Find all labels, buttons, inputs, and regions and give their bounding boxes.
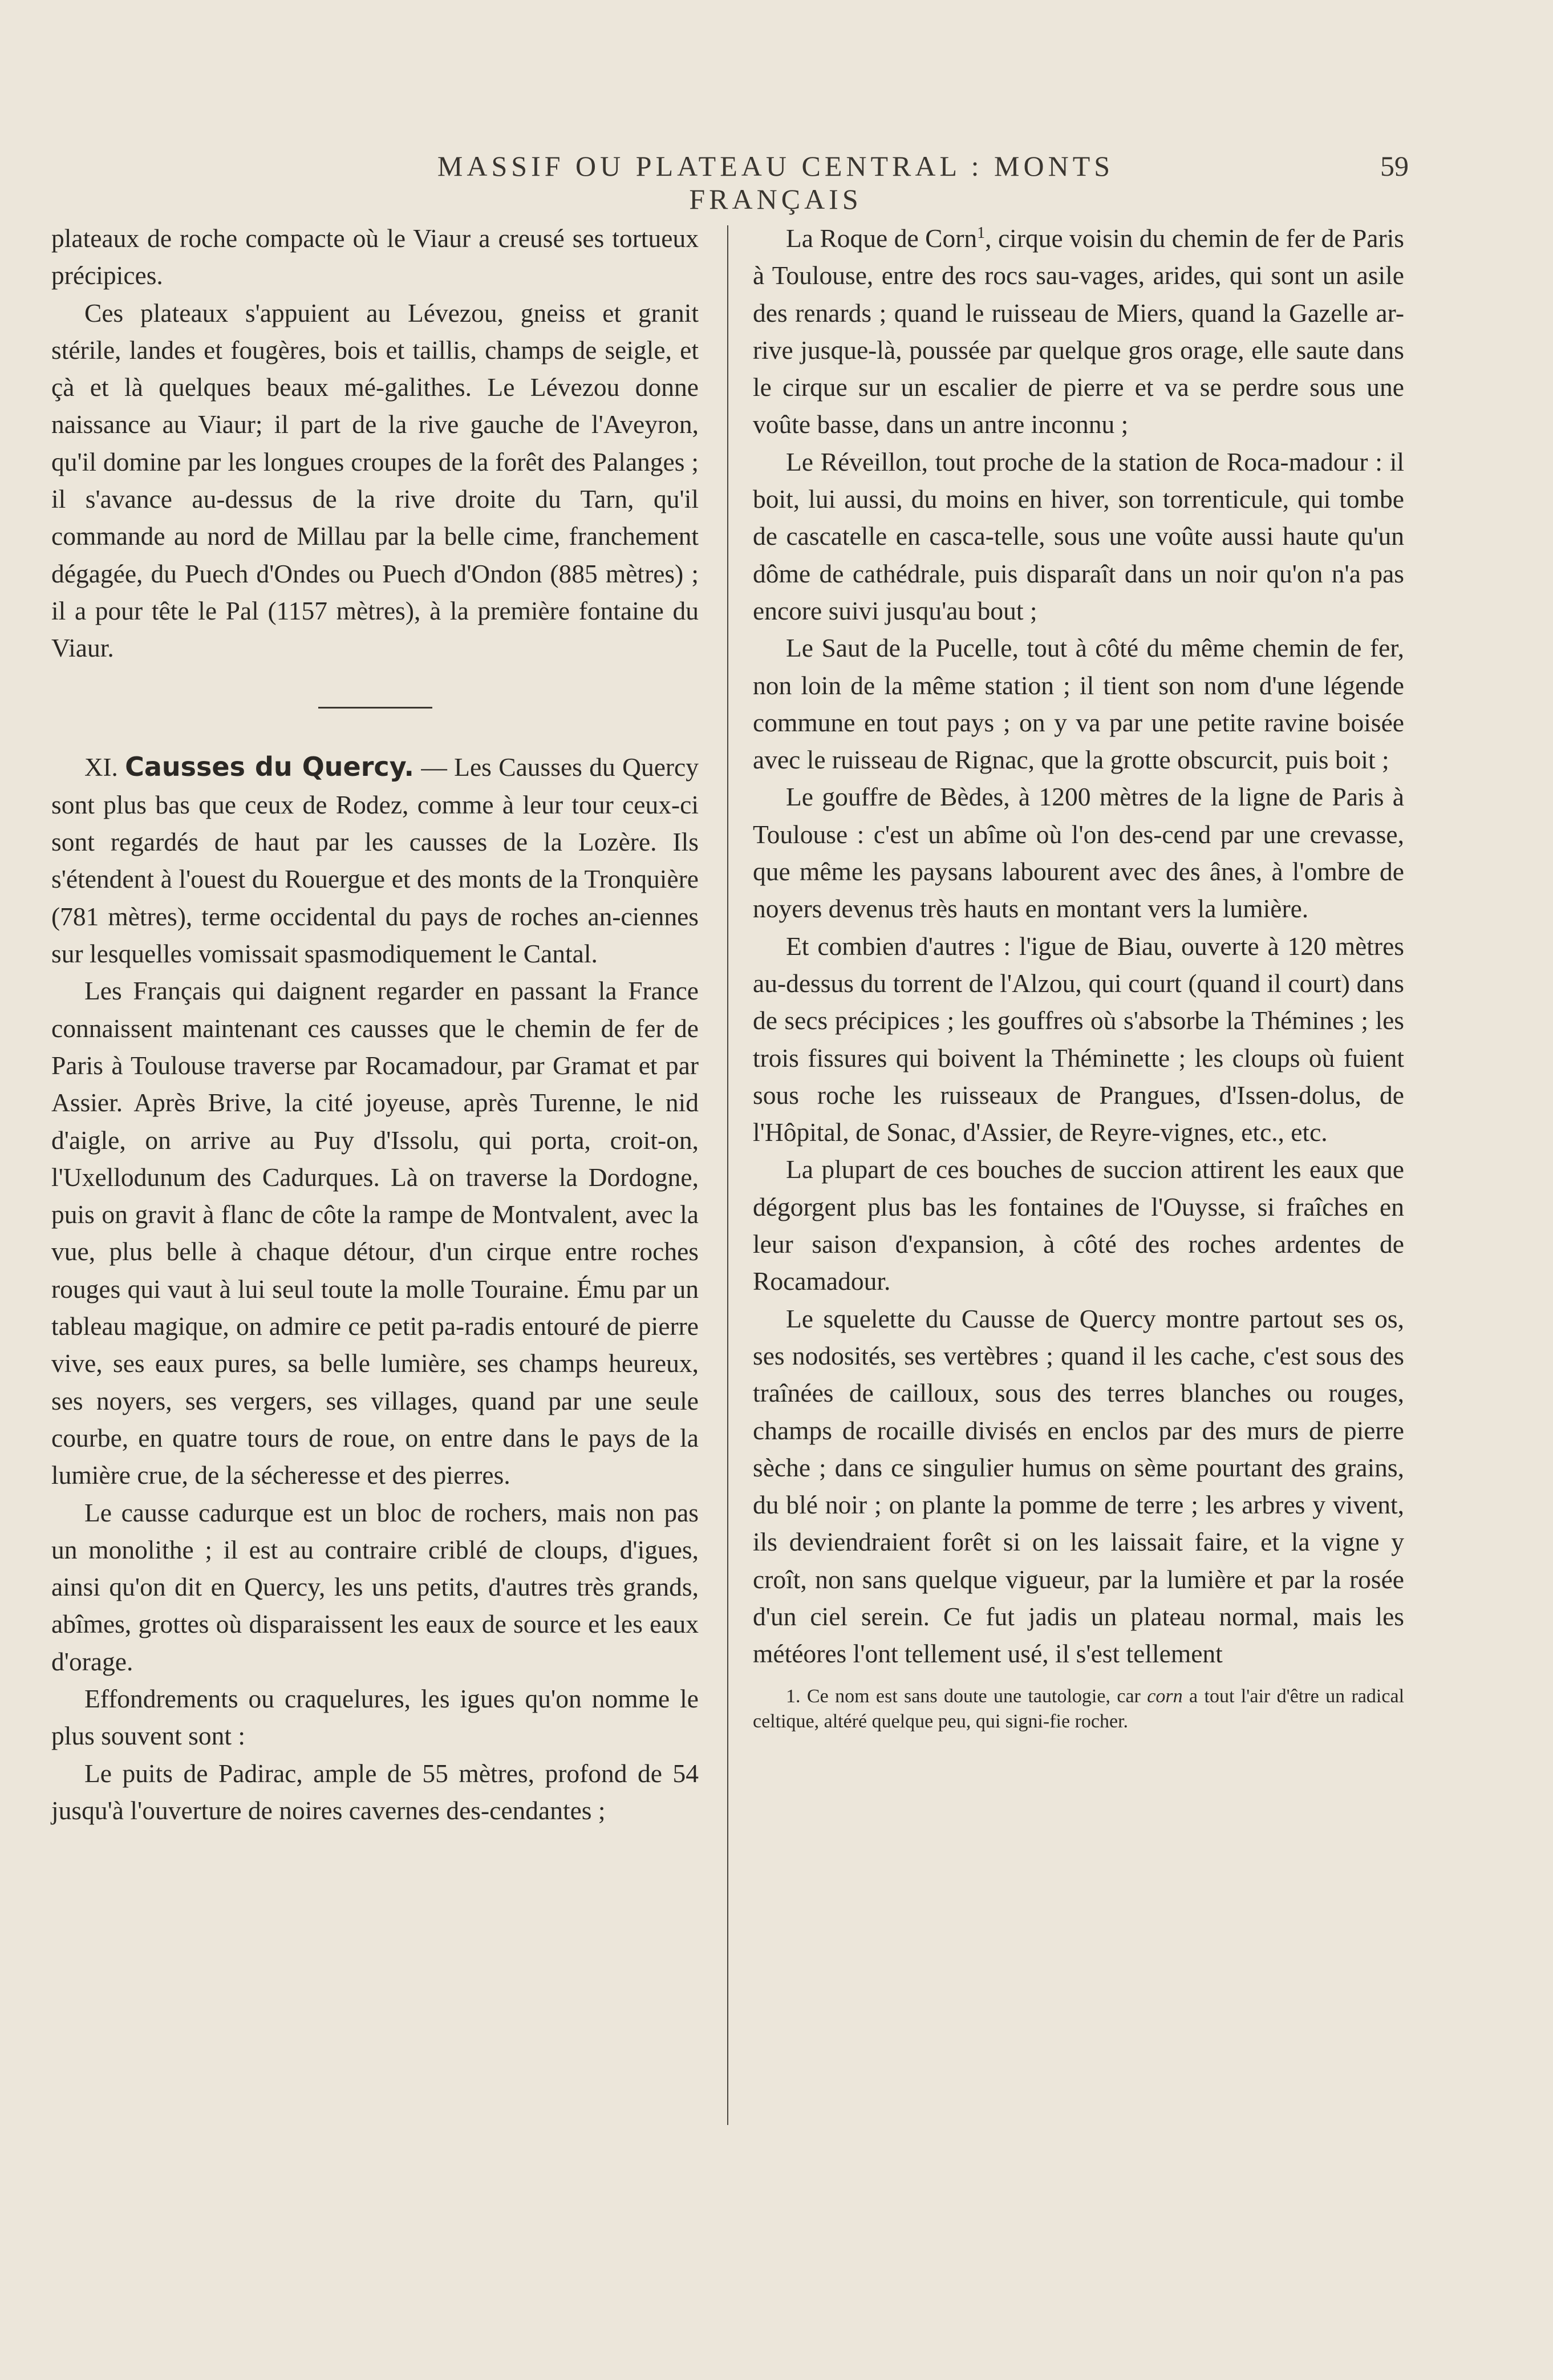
- footnote-part: a tout l'air d'être un radical celtique, altéré quelque peu, qui signi-fie rocher.: [753, 1685, 1405, 1732]
- section-text: — Les Causses du Quercy sont plus bas que ceux de Rodez, comme à leur tour ceux-ci sont regardés de haut par les causses de la Lozère. Ils s'étendent à l'ouest du Rouergue et des monts de la Tronquière (781 mètres), terme occidental du pays de roches an-ciennes sur lesquelles vomissait spasmodiquement le Cantal.: [51, 752, 699, 969]
- paragraph: Le Saut de la Pucelle, tout à côté du même chemin de fer, non loin de la même station ; il tient son nom d'une légende commune en tout pays ; on y va par une petite ravine boisée avec le ruisseau de Rignac, que la grotte obscurcit, puis boit ;: [753, 633, 1404, 775]
- paragraph: [753, 220, 1404, 443]
- paragraph: Le Réveillon, tout proche de la station de Roca-madour : il boit, lui aussi, du moins en hiver, son torrenticule, qui tombe de cascatelle en casca-telle, sous une voûte aussi haute qu'un dôme de cathédrale, puis disparaît dans un noir qu'on n'a pas encore suivi jusqu'au bout ;: [753, 447, 1404, 625]
- footnote-part: Ce nom est sans doute une tautologie, car: [806, 1685, 1141, 1707]
- paragraph-start: La Roque de Corn: [786, 224, 978, 253]
- page-number: 59: [1380, 150, 1409, 182]
- footnote-marker: 1: [977, 224, 986, 242]
- paragraph: Et combien d'autres : l'igue de Biau, ouverte à 120 mètres au-dessus du torrent de l'Alzou, qui court (quand il court) dans de secs précipices ; les gouffres où s'absorbe la Thémines ; les trois fissures qui boivent la Théminette ; les cloups où fuient sous roche les ruisseaux de Prangues, d'Issen-dolus, de l'Hôpital, de Sonac, d'Assier, de Reyre-vignes, etc., etc.: [753, 931, 1404, 1147]
- paragraph: Les Français qui daignent regarder en passant la France connaissent maintenant ces causses que le chemin de fer de Paris à Toulouse traverse par Rocamadour, par Gramat et par Assier. Après Brive, la cité joyeuse, après Turenne, le nid d'aigle, on arrive au Puy d'Issolu, qui porta, croit-on, l'Uxellodunum des Cadurques. Là on traverse la Dordogne, puis on gravit à flanc de côte la rampe de Montvalent, avec la vue, plus belle à chaque détour, d'un cirque entre roches rouges qui vaut à lui seul toute la molle Touraine. Ému par un tableau magique, on admire ce petit pa-radis entouré de pierre vive, ses eaux pures, sa belle lumière, ses champs heureux, ses noyers, ses vergers, ses villages, quand par une seule courbe, en quatre tours de roue, on entre dans le pays de la lumière crue, de la sécheresse et des pierres.: [51, 976, 699, 1490]
- paragraph: Le squelette du Causse de Quercy montre partout ses os, ses nodosités, ses vertèbres ; quand il les cache, c'est sous des traînées de cailloux, sous des terres blanches ou rouges, champs de rocaille divisés en enclos par des murs de pierre sèche ; dans ce singulier humus on sème pourtant des grains, du blé noir ; on plante la pomme de terre ; les arbres y vivent, ils deviendraient forêt si on les laissait faire, et la vigne y croît, non sans quelque vigueur, par la lumière et par la rosée d'un ciel serein. Ce fut jadis un plateau normal, mais les météores l'ont tellement usé, il s'est tellement: [753, 1304, 1404, 1669]
- paragraph: plateaux de roche compacte où le Viaur a creusé ses tortueux précipices.: [51, 224, 699, 290]
- paragraph: Le gouffre de Bèdes, à 1200 mètres de la ligne de Paris à Toulouse : c'est un abîme où l'on des-cend par une crevasse, que même les paysans labourent avec des ânes, à l'ombre de noyers devenus très hauts en montant vers la lumière.: [753, 782, 1404, 924]
- right-column: [753, 220, 1404, 1734]
- section-paragraph: [51, 748, 699, 973]
- paragraph: Le puits de Padirac, ample de 55 mètres, profond de 54 jusqu'à l'ouverture de noires cavernes des-cendantes ;: [51, 1758, 699, 1825]
- paragraph-rest: , cirque voisin du chemin de fer de Paris à Toulouse, entre des rocs sau-vages, arides, qui sont un asile des renards ; quand le ruisseau de Miers, quand la Gazelle ar-rive jusque-là, poussée par quelque gros orage, elle saute dans le cirque sur un escalier de pierre et va se perdre sous une voûte basse, dans un antre inconnu ;: [753, 224, 1404, 439]
- paragraph: Ces plateaux s'appuient au Lévezou, gneiss et granit stérile, landes et fougères, bois et taillis, champs de seigle, et çà et là quelques beaux mé-galithes. Le Lévezou donne naissance au Viaur; il part de la rive gauche de l'Aveyron, qu'il domine par les longues croupes de la forêt des Palanges ; il s'avance au-dessus de la rive droite du Tarn, qu'il commande au nord de Millau par la belle cime, franchement dégagée, du Puech d'Ondes ou Puech d'Ondon (885 mètres) ; il a pour tête le Pal (1157 mètres), à la première fontaine du Viaur.: [51, 298, 699, 663]
- section-title: Causses du Quercy.: [125, 751, 414, 782]
- paragraph: La plupart de ces bouches de succion attirent les eaux que dégorgent plus bas les fontaines de l'Ouysse, si fraîches en leur saison d'expansion, à côté des roches ardentes de Rocamadour.: [753, 1155, 1404, 1296]
- section-separator: [318, 707, 432, 709]
- paragraph: Effondrements ou craquelures, les igues qu'on nomme le plus souvent sont :: [51, 1683, 699, 1751]
- footnote-text: [753, 1684, 1404, 1734]
- column-divider: [727, 225, 728, 2125]
- footnote-emphasis: corn: [1147, 1685, 1183, 1707]
- footnote: [753, 1684, 1404, 1734]
- page-header: [51, 149, 1409, 215]
- left-column: [51, 220, 699, 1829]
- paragraph: Le causse cadurque est un bloc de rochers, mais non pas un monolithe ; il est au contraire criblé de cloups, d'igues, ainsi qu'on dit en Quercy, les uns petits, d'autres très grands, abîmes, grottes où disparaissent les eaux de source et les eaux d'orage.: [51, 1497, 699, 1676]
- footnote-number: 1.: [786, 1685, 801, 1707]
- section-number: XI.: [84, 752, 118, 782]
- running-title: MASSIF OU PLATEAU CENTRAL : MONTS FRANÇAIS: [437, 150, 1114, 215]
